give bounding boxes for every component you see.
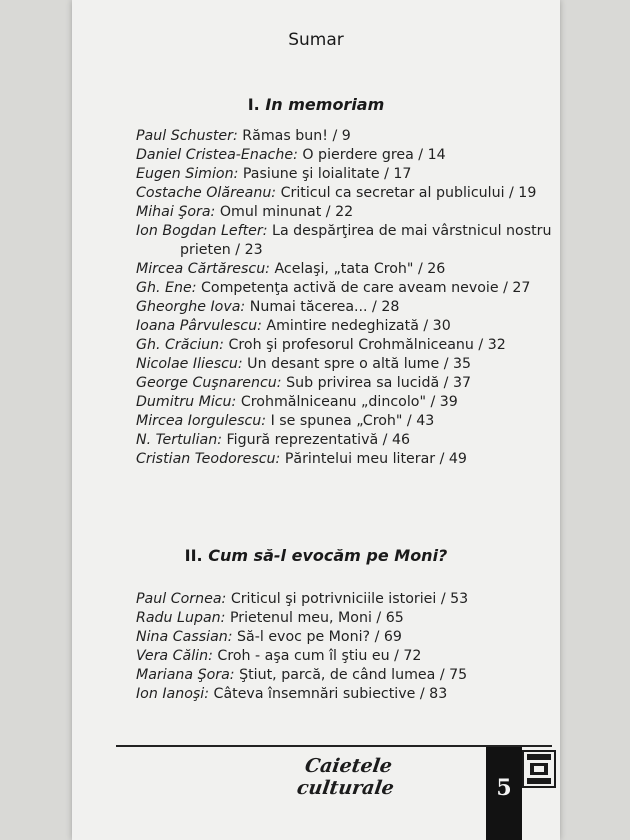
entry-author: Ion Bogdan Lefter: <box>136 223 268 239</box>
entry-author: Cristian Teodorescu: <box>136 451 281 467</box>
entry-author: George Cuşnarencu: <box>136 375 282 391</box>
toc-entry <box>136 260 546 279</box>
entry-title: Omul minunat / 22 <box>215 204 354 220</box>
entry-title: I se spunea „Croh" / 43 <box>266 413 435 429</box>
toc-entry <box>136 165 546 184</box>
entry-title: Criticul ca secretar al publicului / 19 <box>276 185 537 201</box>
toc-entry <box>136 184 546 203</box>
toc-entry <box>136 127 546 146</box>
page-number: 5 <box>496 775 512 801</box>
book-page <box>72 0 560 840</box>
toc-entry <box>136 336 546 355</box>
toc-entry <box>136 355 546 374</box>
entry-author: Mircea Cărtărescu: <box>136 261 270 277</box>
entry-author: Vera Călin: <box>136 648 213 664</box>
section-name: Cum să-l evocăm pe Moni? <box>208 546 448 565</box>
entry-title: Croh - aşa cum îl ştiu eu / 72 <box>212 648 422 664</box>
entry-author: Paul Cornea: <box>136 591 227 607</box>
entry-author: Nina Cassian: <box>136 629 233 645</box>
entry-author: Ioana Pârvulescu: <box>136 318 262 334</box>
toc-entry <box>136 590 546 609</box>
toc-entry <box>136 279 546 298</box>
brand-line-1: Caietele <box>303 755 394 777</box>
series-brand <box>269 755 425 799</box>
entry-title: O pierdere grea / 14 <box>297 147 446 163</box>
brand-line-2: culturale <box>295 777 396 799</box>
entry-title: Să-l evoc pe Moni? / 69 <box>232 629 402 645</box>
toc-entry <box>136 412 546 431</box>
entry-author: Nicolae Iliescu: <box>136 356 243 372</box>
entry-author: Paul Schuster: <box>136 128 238 144</box>
entry-author: Mariana Şora: <box>136 667 235 683</box>
entry-title: Sub privirea sa lucidă / 37 <box>281 375 472 391</box>
entry-title: Competenţa activă de care aveam nevoie / 27 <box>196 280 531 296</box>
entry-title: Părintelui meu literar / 49 <box>280 451 467 467</box>
entry-title: Numai tăcerea... / 28 <box>245 299 400 315</box>
toc-entry <box>136 393 546 412</box>
entry-title: Prietenul meu, Moni / 65 <box>225 610 404 626</box>
entry-author: Costache Olăreanu: <box>136 185 277 201</box>
entry-author: Radu Lupan: <box>136 610 226 626</box>
entry-author: Eugen Simion: <box>136 166 239 182</box>
section-number: II. <box>184 546 203 565</box>
toc-entry <box>136 431 546 450</box>
entry-title: Criticul şi potrivniciile istoriei / 53 <box>226 591 469 607</box>
entry-title: Figură reprezentativă / 46 <box>222 432 411 448</box>
toc-entry <box>136 647 546 666</box>
entry-author: Gh. Ene: <box>136 280 197 296</box>
toc-entry <box>136 609 546 628</box>
toc-entry <box>136 685 546 704</box>
entry-author: N. Tertulian: <box>136 432 223 448</box>
entry-author: Mircea Iorgulescu: <box>136 413 267 429</box>
entry-title: Amintire nedeghizată / 30 <box>261 318 451 334</box>
section-name: In memoriam <box>265 95 385 114</box>
toc-entry <box>136 203 546 222</box>
toc-entry <box>136 222 552 260</box>
entry-author: Dumitru Micu: <box>136 394 237 410</box>
entry-title: Un desant spre o altă lume / 35 <box>242 356 472 372</box>
entry-author: Mihai Şora: <box>136 204 216 220</box>
entry-title: La despărţirea de mai vârstnicul nostru <box>267 223 552 239</box>
toc-entry <box>136 317 546 336</box>
toc-entry <box>136 666 546 685</box>
entry-author: Daniel Cristea-Enache: <box>136 147 298 163</box>
section-heading-1 <box>72 95 560 114</box>
entry-author: Gheorghe Iova: <box>136 299 246 315</box>
section-number: I. <box>247 95 260 114</box>
entry-title: Crohmălniceanu „dincolo" / 39 <box>236 394 458 410</box>
bleed-through-text <box>212 0 412 110</box>
entry-author: Gh. Crăciun: <box>136 337 224 353</box>
toc-entry <box>136 374 546 393</box>
page-number-box <box>486 747 522 840</box>
entry-title-continued: prieten / 23 <box>180 242 263 258</box>
toc-entry <box>136 146 546 165</box>
entry-title: Ştiut, parcă, de când lumea / 75 <box>234 667 468 683</box>
entry-title: Croh şi profesorul Crohmălniceanu / 32 <box>223 337 506 353</box>
entry-title: Acelaşi, „tata Croh" / 26 <box>269 261 446 277</box>
section-heading-2 <box>72 546 560 565</box>
toc-entry <box>136 450 546 469</box>
toc-entry <box>136 298 546 317</box>
page-title: Sumar <box>288 30 344 50</box>
entry-title: Rămas bun! / 9 <box>237 128 351 144</box>
toc-entry <box>136 628 546 647</box>
publisher-logo-icon <box>522 750 556 788</box>
section-2-entries <box>136 590 546 704</box>
entry-title: Pasiune şi loialitate / 17 <box>238 166 412 182</box>
entry-title: Câteva însemnări subiective / 83 <box>209 686 448 702</box>
section-1-entries <box>136 127 552 469</box>
entry-author: Ion Ianoşi: <box>136 686 210 702</box>
